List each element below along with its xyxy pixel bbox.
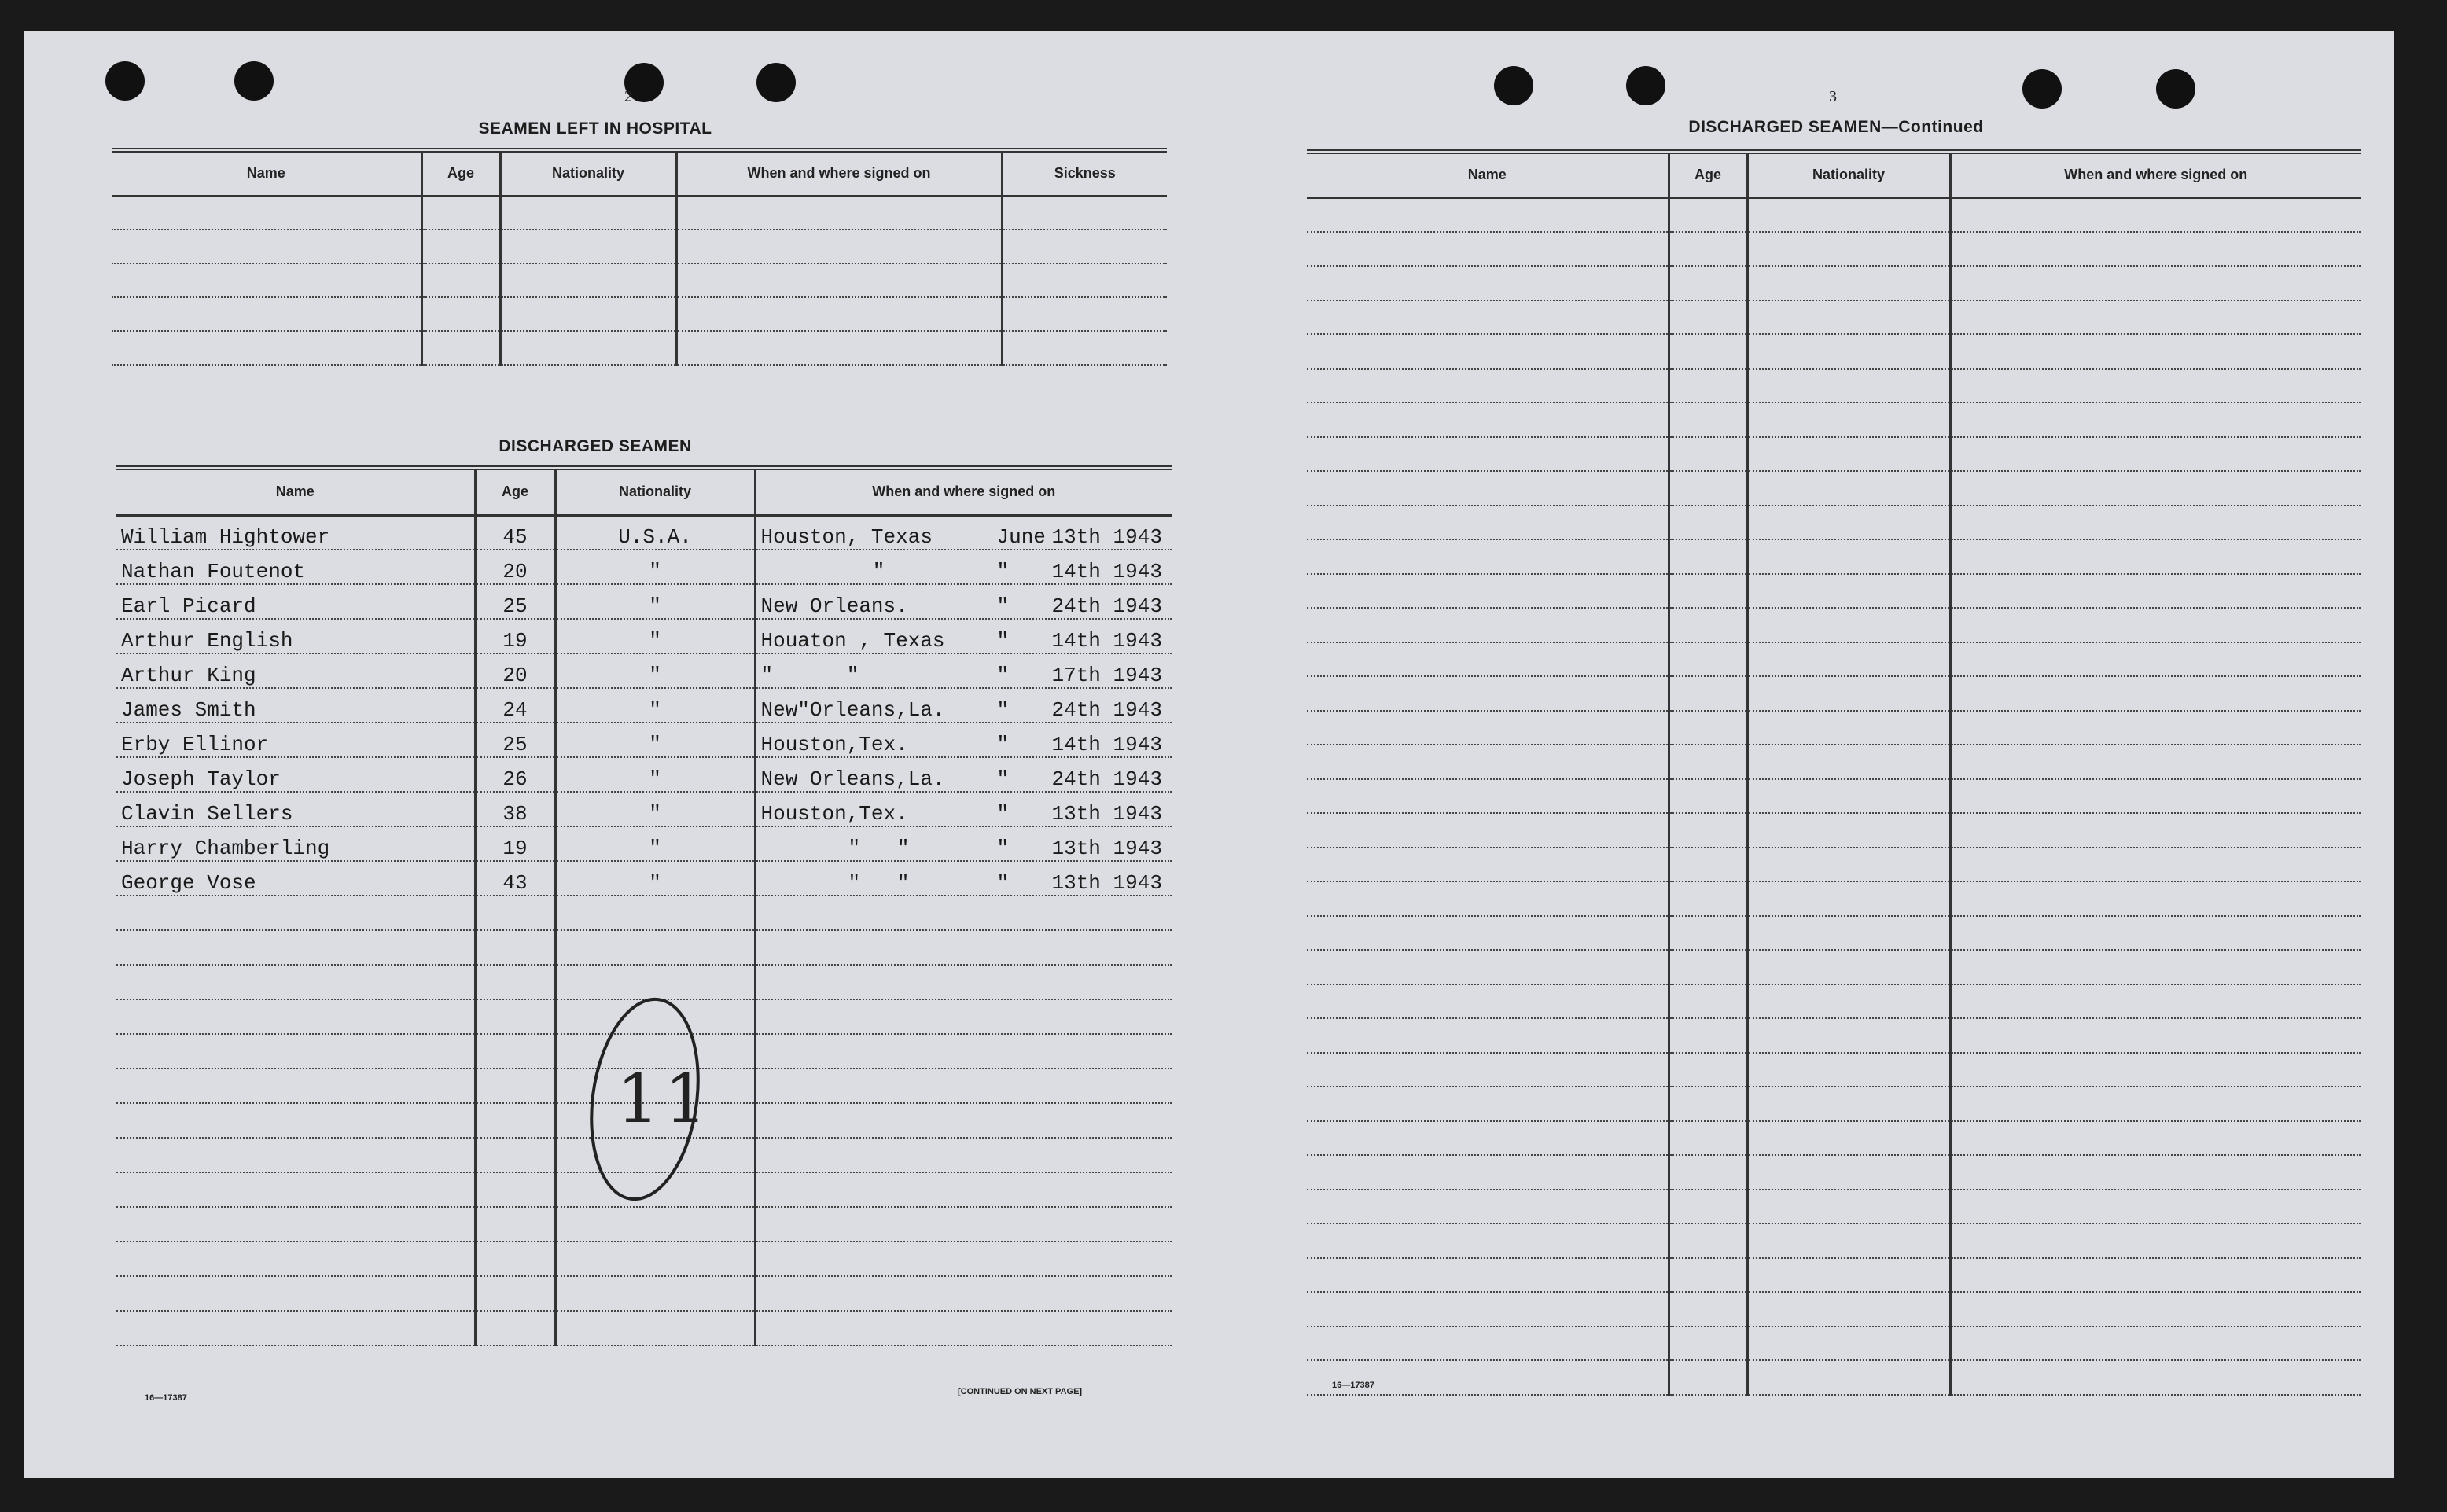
- table-row: [116, 584, 1172, 619]
- table-row: [116, 792, 1172, 826]
- table-row: [1307, 608, 2361, 642]
- col-header-name: Name: [112, 150, 421, 196]
- table-row: [116, 1207, 1172, 1242]
- col-header-nationality: Nationality: [555, 468, 755, 515]
- table-row: [1307, 574, 2361, 609]
- punch-hole: [105, 61, 145, 101]
- seaman-nationality: ": [555, 619, 755, 653]
- signed-on-place: ": [872, 560, 885, 583]
- table-row: [116, 1311, 1172, 1345]
- table-row: [112, 297, 1167, 331]
- table-row: [116, 930, 1172, 965]
- table-row: [1307, 779, 2361, 814]
- signed-on-month: ": [996, 767, 1010, 791]
- seaman-age: 25: [475, 723, 555, 757]
- form-number-right: 16—17387: [1332, 1381, 1374, 1390]
- col-header-nationality: Nationality: [1747, 152, 1950, 197]
- table-row: [112, 196, 1167, 230]
- table-row: [1307, 984, 2361, 1019]
- table-row: [116, 1276, 1172, 1311]
- table-row: [1307, 403, 2361, 437]
- page-number-left: 2: [624, 88, 632, 105]
- signed-on-place: " ": [760, 664, 859, 687]
- table-row: [1307, 1292, 2361, 1326]
- table-row: [112, 331, 1167, 365]
- signed-on-month: ": [996, 629, 1010, 653]
- signed-on-place: Houston,Tex.: [760, 733, 908, 756]
- seaman-nationality: ": [555, 757, 755, 792]
- signed-on-date: 24th 1943: [1051, 698, 1162, 722]
- seaman-name: Erby Ellinor: [116, 723, 475, 757]
- table-row: [1307, 1053, 2361, 1087]
- table-row: [1307, 471, 2361, 506]
- table-row: [112, 263, 1167, 297]
- seaman-signed-on: [755, 688, 1172, 723]
- signed-on-month: ": [996, 560, 1010, 583]
- col-header-signed-on: When and where signed on: [1950, 152, 2361, 197]
- seaman-age: 19: [475, 826, 555, 861]
- table-row: [1307, 1360, 2361, 1395]
- table-row: [1307, 881, 2361, 916]
- seaman-age: 43: [475, 861, 555, 896]
- discharged-table: [116, 465, 1172, 1346]
- table-row: [116, 619, 1172, 653]
- seaman-name: Nathan Foutenot: [116, 550, 475, 584]
- table-row: [116, 550, 1172, 584]
- seaman-nationality: ": [555, 584, 755, 619]
- col-header-name: Name: [1307, 152, 1669, 197]
- signed-on-date: 14th 1943: [1051, 560, 1162, 583]
- seaman-signed-on: [755, 619, 1172, 653]
- tally-count: 11: [616, 1060, 712, 1139]
- signed-on-month: ": [996, 664, 1010, 687]
- table-row: [1307, 1326, 2361, 1361]
- table-row: [1307, 300, 2361, 335]
- table-row: [1307, 848, 2361, 882]
- seaman-signed-on: [755, 826, 1172, 861]
- table-row: [116, 723, 1172, 757]
- seaman-age: 20: [475, 550, 555, 584]
- seaman-age: 20: [475, 653, 555, 688]
- col-header-nationality: Nationality: [500, 150, 676, 196]
- table-row: [1307, 369, 2361, 403]
- discharged-continued-table: [1307, 149, 2361, 1396]
- title-continued: —Continued: [1881, 118, 1984, 136]
- seaman-name: William Hightower: [116, 515, 475, 550]
- table-row: [1307, 1121, 2361, 1156]
- seaman-age: 19: [475, 619, 555, 653]
- signed-on-month: ": [996, 733, 1010, 756]
- col-header-age: Age: [421, 150, 500, 196]
- signed-on-place: " ": [848, 837, 910, 860]
- punch-hole: [1494, 66, 1533, 105]
- signed-on-date: 14th 1943: [1051, 733, 1162, 756]
- seaman-nationality: ": [555, 792, 755, 826]
- table-row: [116, 826, 1172, 861]
- document-sheet: [24, 31, 2394, 1478]
- table-row: [1307, 506, 2361, 540]
- seaman-nationality: ": [555, 723, 755, 757]
- seaman-age: 26: [475, 757, 555, 792]
- signed-on-place: New Orleans.: [760, 594, 908, 618]
- signed-on-date: 14th 1943: [1051, 629, 1162, 653]
- table-row: [116, 653, 1172, 688]
- seaman-signed-on: [755, 861, 1172, 896]
- table-row: [112, 230, 1167, 263]
- seaman-name: Arthur King: [116, 653, 475, 688]
- signed-on-place: Houston, Texas: [760, 525, 933, 549]
- signed-on-place: New Orleans,La.: [760, 767, 945, 791]
- signed-on-place: Houaton , Texas: [760, 629, 945, 653]
- hospital-section-title: SEAMEN LEFT IN HOSPITAL: [478, 120, 712, 138]
- col-header-age: Age: [1669, 152, 1747, 197]
- seaman-nationality: U.S.A.: [555, 515, 755, 550]
- seaman-name: George Vose: [116, 861, 475, 896]
- table-row: [1307, 1087, 2361, 1121]
- discharged-continued-title: [1313, 118, 2359, 137]
- table-row: [1307, 813, 2361, 848]
- punch-hole: [756, 63, 796, 102]
- seaman-signed-on: [755, 792, 1172, 826]
- table-row: [1307, 197, 2361, 232]
- signed-on-month: ": [996, 871, 1010, 895]
- signed-on-month: ": [996, 698, 1010, 722]
- seaman-nationality: ": [555, 861, 755, 896]
- seaman-signed-on: [755, 757, 1172, 792]
- punch-hole: [2022, 69, 2062, 109]
- punch-hole: [234, 61, 274, 101]
- table-row: [116, 1242, 1172, 1276]
- punch-hole: [2156, 69, 2195, 109]
- col-header-name: Name: [116, 468, 475, 515]
- signed-on-date: 13th 1943: [1051, 802, 1162, 826]
- hospital-table: [112, 148, 1167, 366]
- table-row: [1307, 950, 2361, 984]
- punch-hole: [1626, 66, 1665, 105]
- seaman-nationality: ": [555, 653, 755, 688]
- seaman-signed-on: [755, 550, 1172, 584]
- seaman-age: 24: [475, 688, 555, 723]
- col-header-signed-on: When and where signed on: [755, 468, 1172, 515]
- table-row: [1307, 539, 2361, 574]
- table-row: [1307, 642, 2361, 677]
- handwritten-tally: [583, 989, 712, 1209]
- signed-on-date: 13th 1943: [1051, 525, 1162, 549]
- table-row: [1307, 711, 2361, 745]
- seaman-nationality: ": [555, 688, 755, 723]
- signed-on-place: New"Orleans,La.: [760, 698, 945, 722]
- signed-on-month: ": [996, 802, 1010, 826]
- table-row: [116, 757, 1172, 792]
- seaman-name: Clavin Sellers: [116, 792, 475, 826]
- seaman-signed-on: [755, 584, 1172, 619]
- signed-on-date: 17th 1943: [1051, 664, 1162, 687]
- table-row: [116, 896, 1172, 930]
- seaman-name: James Smith: [116, 688, 475, 723]
- seaman-name: Joseph Taylor: [116, 757, 475, 792]
- seaman-name: Arthur English: [116, 619, 475, 653]
- table-row: [1307, 1223, 2361, 1258]
- seaman-signed-on: [755, 515, 1172, 550]
- table-row: [1307, 334, 2361, 369]
- table-row: [1307, 232, 2361, 267]
- seaman-nationality: ": [555, 550, 755, 584]
- signed-on-month: ": [996, 594, 1010, 618]
- seaman-signed-on: [755, 723, 1172, 757]
- col-header-age: Age: [475, 468, 555, 515]
- table-row: [1307, 266, 2361, 300]
- col-header-signed-on: When and where signed on: [676, 150, 1002, 196]
- signed-on-place: " ": [848, 871, 910, 895]
- signed-on-place: Houston,Tex.: [760, 802, 908, 826]
- table-row: [1307, 437, 2361, 472]
- form-number-left: 16—17387: [145, 1393, 187, 1403]
- table-row: [1307, 1258, 2361, 1293]
- table-row: [1307, 1190, 2361, 1224]
- seaman-name: Harry Chamberling: [116, 826, 475, 861]
- continued-note: [CONTINUED ON NEXT PAGE]: [958, 1387, 1083, 1396]
- signed-on-month: June: [996, 525, 1046, 549]
- seaman-age: 38: [475, 792, 555, 826]
- page-number-right: 3: [1829, 88, 1837, 105]
- table-row: [1307, 916, 2361, 951]
- seaman-name: Earl Picard: [116, 584, 475, 619]
- table-row: [116, 515, 1172, 550]
- table-row: [116, 688, 1172, 723]
- col-header-sickness: Sickness: [1002, 150, 1167, 196]
- signed-on-date: 13th 1943: [1051, 837, 1162, 860]
- signed-on-date: 24th 1943: [1051, 594, 1162, 618]
- table-row: [1307, 1018, 2361, 1053]
- title-main: DISCHARGED SEAMEN: [1688, 118, 1882, 136]
- signed-on-month: ": [996, 837, 1010, 860]
- seaman-nationality: ": [555, 826, 755, 861]
- table-row: [116, 861, 1172, 896]
- seaman-age: 45: [475, 515, 555, 550]
- seaman-age: 25: [475, 584, 555, 619]
- table-row: [1307, 1155, 2361, 1190]
- signed-on-date: 24th 1943: [1051, 767, 1162, 791]
- signed-on-date: 13th 1943: [1051, 871, 1162, 895]
- seaman-signed-on: [755, 653, 1172, 688]
- discharged-section-title: DISCHARGED SEAMEN: [499, 437, 692, 455]
- table-row: [1307, 676, 2361, 711]
- table-row: [1307, 745, 2361, 779]
